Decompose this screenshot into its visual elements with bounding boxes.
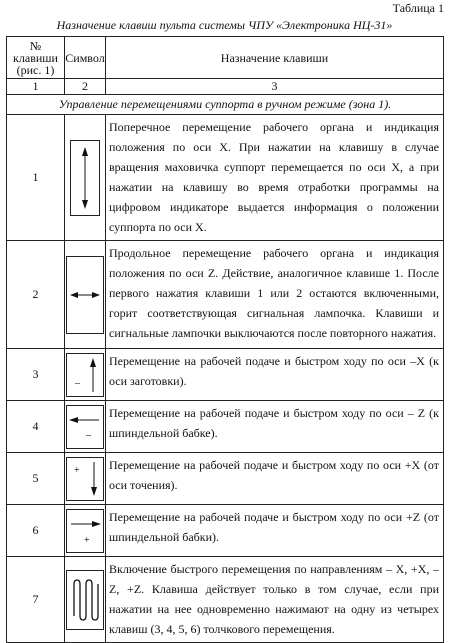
key-description: Перемещение на рабочей подаче и быстром ходу по оси –X (к оси заготовки). [106, 349, 444, 401]
symbol-sign: – [86, 429, 91, 441]
key-description: Перемещение на рабочей подаче и быстром ходу по оси +X (от оси точения). [106, 453, 444, 505]
section-title: Управление перемещениями суппорта в ручном режиме (зона 1). [7, 95, 444, 115]
table-header-row [7, 37, 444, 79]
column-number: 2 [65, 79, 106, 95]
symbol-cell [65, 453, 106, 505]
key-description: Включение быстрого перемещения по направлениям – X, +X, – Z, +Z. Клавиша действует только в том случае, если при нажатии на нее одновременно нажимают на одну из четырех клавиш (3, 4, 5, 6) толчкового перемещения. [106, 557, 444, 643]
key-number: 1 [7, 115, 65, 241]
table-row [7, 241, 444, 349]
header-symbol: Символ [65, 37, 106, 79]
key-description: Перемещение на рабочей подаче и быстром ходу по оси +Z (от шпиндельной бабки). [106, 505, 444, 557]
table-caption: Назначение клавиш пульта системы ЧПУ «Электроника НЦ-31» [56, 18, 393, 32]
key-description: Продольное перемещение рабочего органа и индикация положения по оси Z. Действие, аналогичное клавише 1. После первого нажатия клавиши 1 или 2 остаются включенными, горит соответствующая сигнальная лампочка. Клавиши и сигнальные лампочки выключаются после повторного нажатия. [106, 241, 444, 349]
arrow-down-plus-icon [66, 457, 104, 501]
header-purpose: Назначение клавиши [106, 37, 444, 79]
symbol-sign: – [75, 377, 80, 389]
table-row [7, 349, 444, 401]
arrow-left-minus-icon [66, 405, 104, 449]
column-number: 1 [7, 79, 65, 95]
section-row [7, 95, 444, 115]
table-row [7, 115, 444, 241]
key-description: Перемещение на рабочей подаче и быстром ходу по оси – Z (к шпиндельной бабке). [106, 401, 444, 453]
vertical-double-arrow-icon [70, 140, 100, 216]
key-description: Поперечное перемещение рабочего органа и индикация положения по оси X. При нажатии на клавишу в случае вращения маховичка суппорт перемещается по оси X, а при нажатии на клавишу во время отработки программы на цифровом индикаторе выдается информация о положении суппорта по оси X. [106, 115, 444, 241]
symbol-cell [65, 241, 106, 349]
symbol-cell [65, 505, 106, 557]
arrow-up-minus-icon [66, 353, 104, 397]
table-label: Таблица 1 [392, 1, 444, 15]
column-number: 3 [106, 79, 444, 95]
symbol-cell [65, 349, 106, 401]
column-number-row [7, 79, 444, 95]
key-number: 3 [7, 349, 65, 401]
horizontal-double-arrow-icon [66, 256, 104, 334]
key-number: 6 [7, 505, 65, 557]
symbol-cell [65, 115, 106, 241]
header-key-number: № клавиши (рис. 1) [7, 37, 65, 79]
rapid-traverse-zigzag-icon [66, 570, 104, 630]
arrow-right-plus-icon [66, 509, 104, 553]
key-purpose-table [6, 36, 444, 643]
key-number: 4 [7, 401, 65, 453]
key-number: 2 [7, 241, 65, 349]
table-row [7, 505, 444, 557]
key-number: 7 [7, 557, 65, 643]
symbol-sign: + [84, 534, 90, 546]
key-number: 5 [7, 453, 65, 505]
symbol-cell [65, 401, 106, 453]
table-row [7, 401, 444, 453]
symbol-sign: + [74, 464, 80, 476]
table-row [7, 453, 444, 505]
